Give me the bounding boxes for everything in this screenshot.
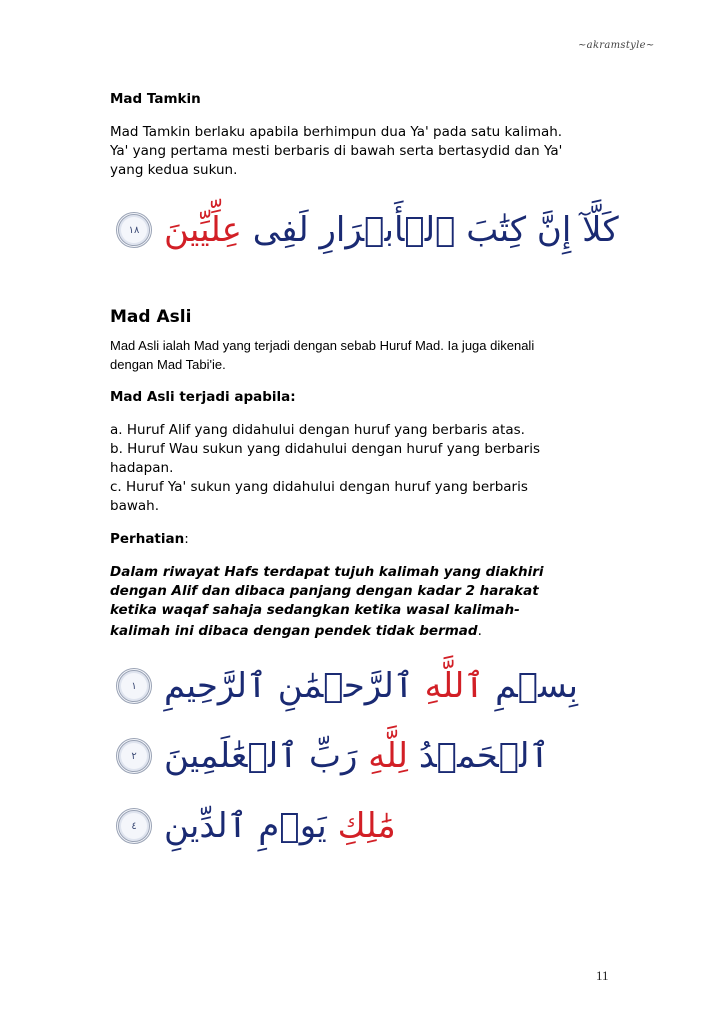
definition-line: dengan Mad Tabi'ie. bbox=[110, 357, 226, 372]
note-period: . bbox=[477, 623, 482, 639]
arabic-highlight: ٱللَّهِ bbox=[424, 666, 485, 706]
arabic-text: رَبِّ ٱلۡعَٰلَمِينَ bbox=[164, 736, 369, 776]
body-line: yang kedua sukun. bbox=[110, 162, 238, 178]
note-heading bbox=[110, 528, 630, 549]
arabic-highlight: لِلَّهِ bbox=[368, 736, 409, 776]
list-item: a. Huruf Alif yang didahului dengan huruf yang berbaris atas. bbox=[110, 422, 525, 438]
section-mad-asli bbox=[110, 306, 630, 328]
subheading-text: Mad Asli terjadi apabila: bbox=[110, 389, 296, 405]
arabic-highlight: عِلِّيِّينَ bbox=[164, 210, 242, 250]
page-number: 11 bbox=[596, 968, 609, 983]
list-item: c. Huruf Ya' sukun yang didahului dengan huruf yang berbaris bbox=[110, 479, 528, 495]
arabic-text: كَلَّآ إِنَّ كِتَٰبَ ٱلۡأَبۡرَارِ لَفِى bbox=[241, 210, 619, 250]
section-body bbox=[110, 123, 630, 180]
arabic-highlight: مَٰلِكِ bbox=[337, 806, 396, 846]
ayah-image-maliki bbox=[116, 804, 396, 848]
ayah-image-basmalah bbox=[116, 664, 578, 708]
header-signature: ~akramstyle~ bbox=[578, 40, 655, 51]
section-title: Mad Asli bbox=[110, 307, 192, 327]
ayah-image-muthaffifin bbox=[116, 208, 619, 252]
section-definition bbox=[110, 336, 630, 374]
ayah-number-marker: ٢ bbox=[116, 738, 152, 774]
ayah-number-marker: ١٨ bbox=[116, 212, 152, 248]
list-item: hadapan. bbox=[110, 460, 174, 476]
arabic-verse bbox=[164, 734, 549, 778]
note-line: kalimah ini dibaca dengan pendek tidak bermad bbox=[110, 623, 478, 639]
ayah-image-alhamdu bbox=[116, 734, 549, 778]
section-mad-tamkin bbox=[110, 90, 630, 108]
list-item: bawah. bbox=[110, 498, 160, 514]
conditions-list bbox=[110, 421, 630, 516]
arabic-text: ٱلرَّحۡمَٰنِ ٱلرَّحِيمِ bbox=[164, 666, 425, 706]
body-line: Ya' yang pertama mesti berbaris di bawah serta bertasydid dan Ya' bbox=[110, 143, 563, 159]
section-title: Mad Tamkin bbox=[110, 91, 201, 107]
arabic-verse bbox=[164, 804, 396, 848]
ayah-number-marker: ٤ bbox=[116, 808, 152, 844]
arabic-text: ٱلۡحَمۡدُ bbox=[408, 736, 550, 776]
arabic-text: بِسۡمِ bbox=[484, 666, 578, 706]
ayah-number-marker: ١ bbox=[116, 668, 152, 704]
arabic-text: يَوۡمِ ٱلدِّينِ bbox=[164, 806, 338, 846]
note-body bbox=[110, 563, 630, 641]
subheading bbox=[110, 388, 630, 406]
arabic-verse bbox=[164, 664, 578, 708]
note-line: dengan Alif dan dibaca panjang dengan kadar 2 harakat bbox=[110, 583, 539, 599]
note-line: ketika waqaf sahaja sedangkan ketika wasal kalimah- bbox=[110, 602, 520, 618]
note-label: Perhatian bbox=[110, 531, 185, 547]
note-colon: : bbox=[184, 531, 189, 547]
list-item: b. Huruf Wau sukun yang didahului dengan huruf yang berbaris bbox=[110, 441, 540, 457]
note-line: Dalam riwayat Hafs terdapat tujuh kalimah yang diakhiri bbox=[110, 564, 544, 580]
definition-line: Mad Asli ialah Mad yang terjadi dengan sebab Huruf Mad. Ia juga dikenali bbox=[110, 338, 535, 353]
arabic-verse bbox=[164, 208, 619, 252]
body-line: Mad Tamkin berlaku apabila berhimpun dua Ya' pada satu kalimah. bbox=[110, 124, 563, 140]
